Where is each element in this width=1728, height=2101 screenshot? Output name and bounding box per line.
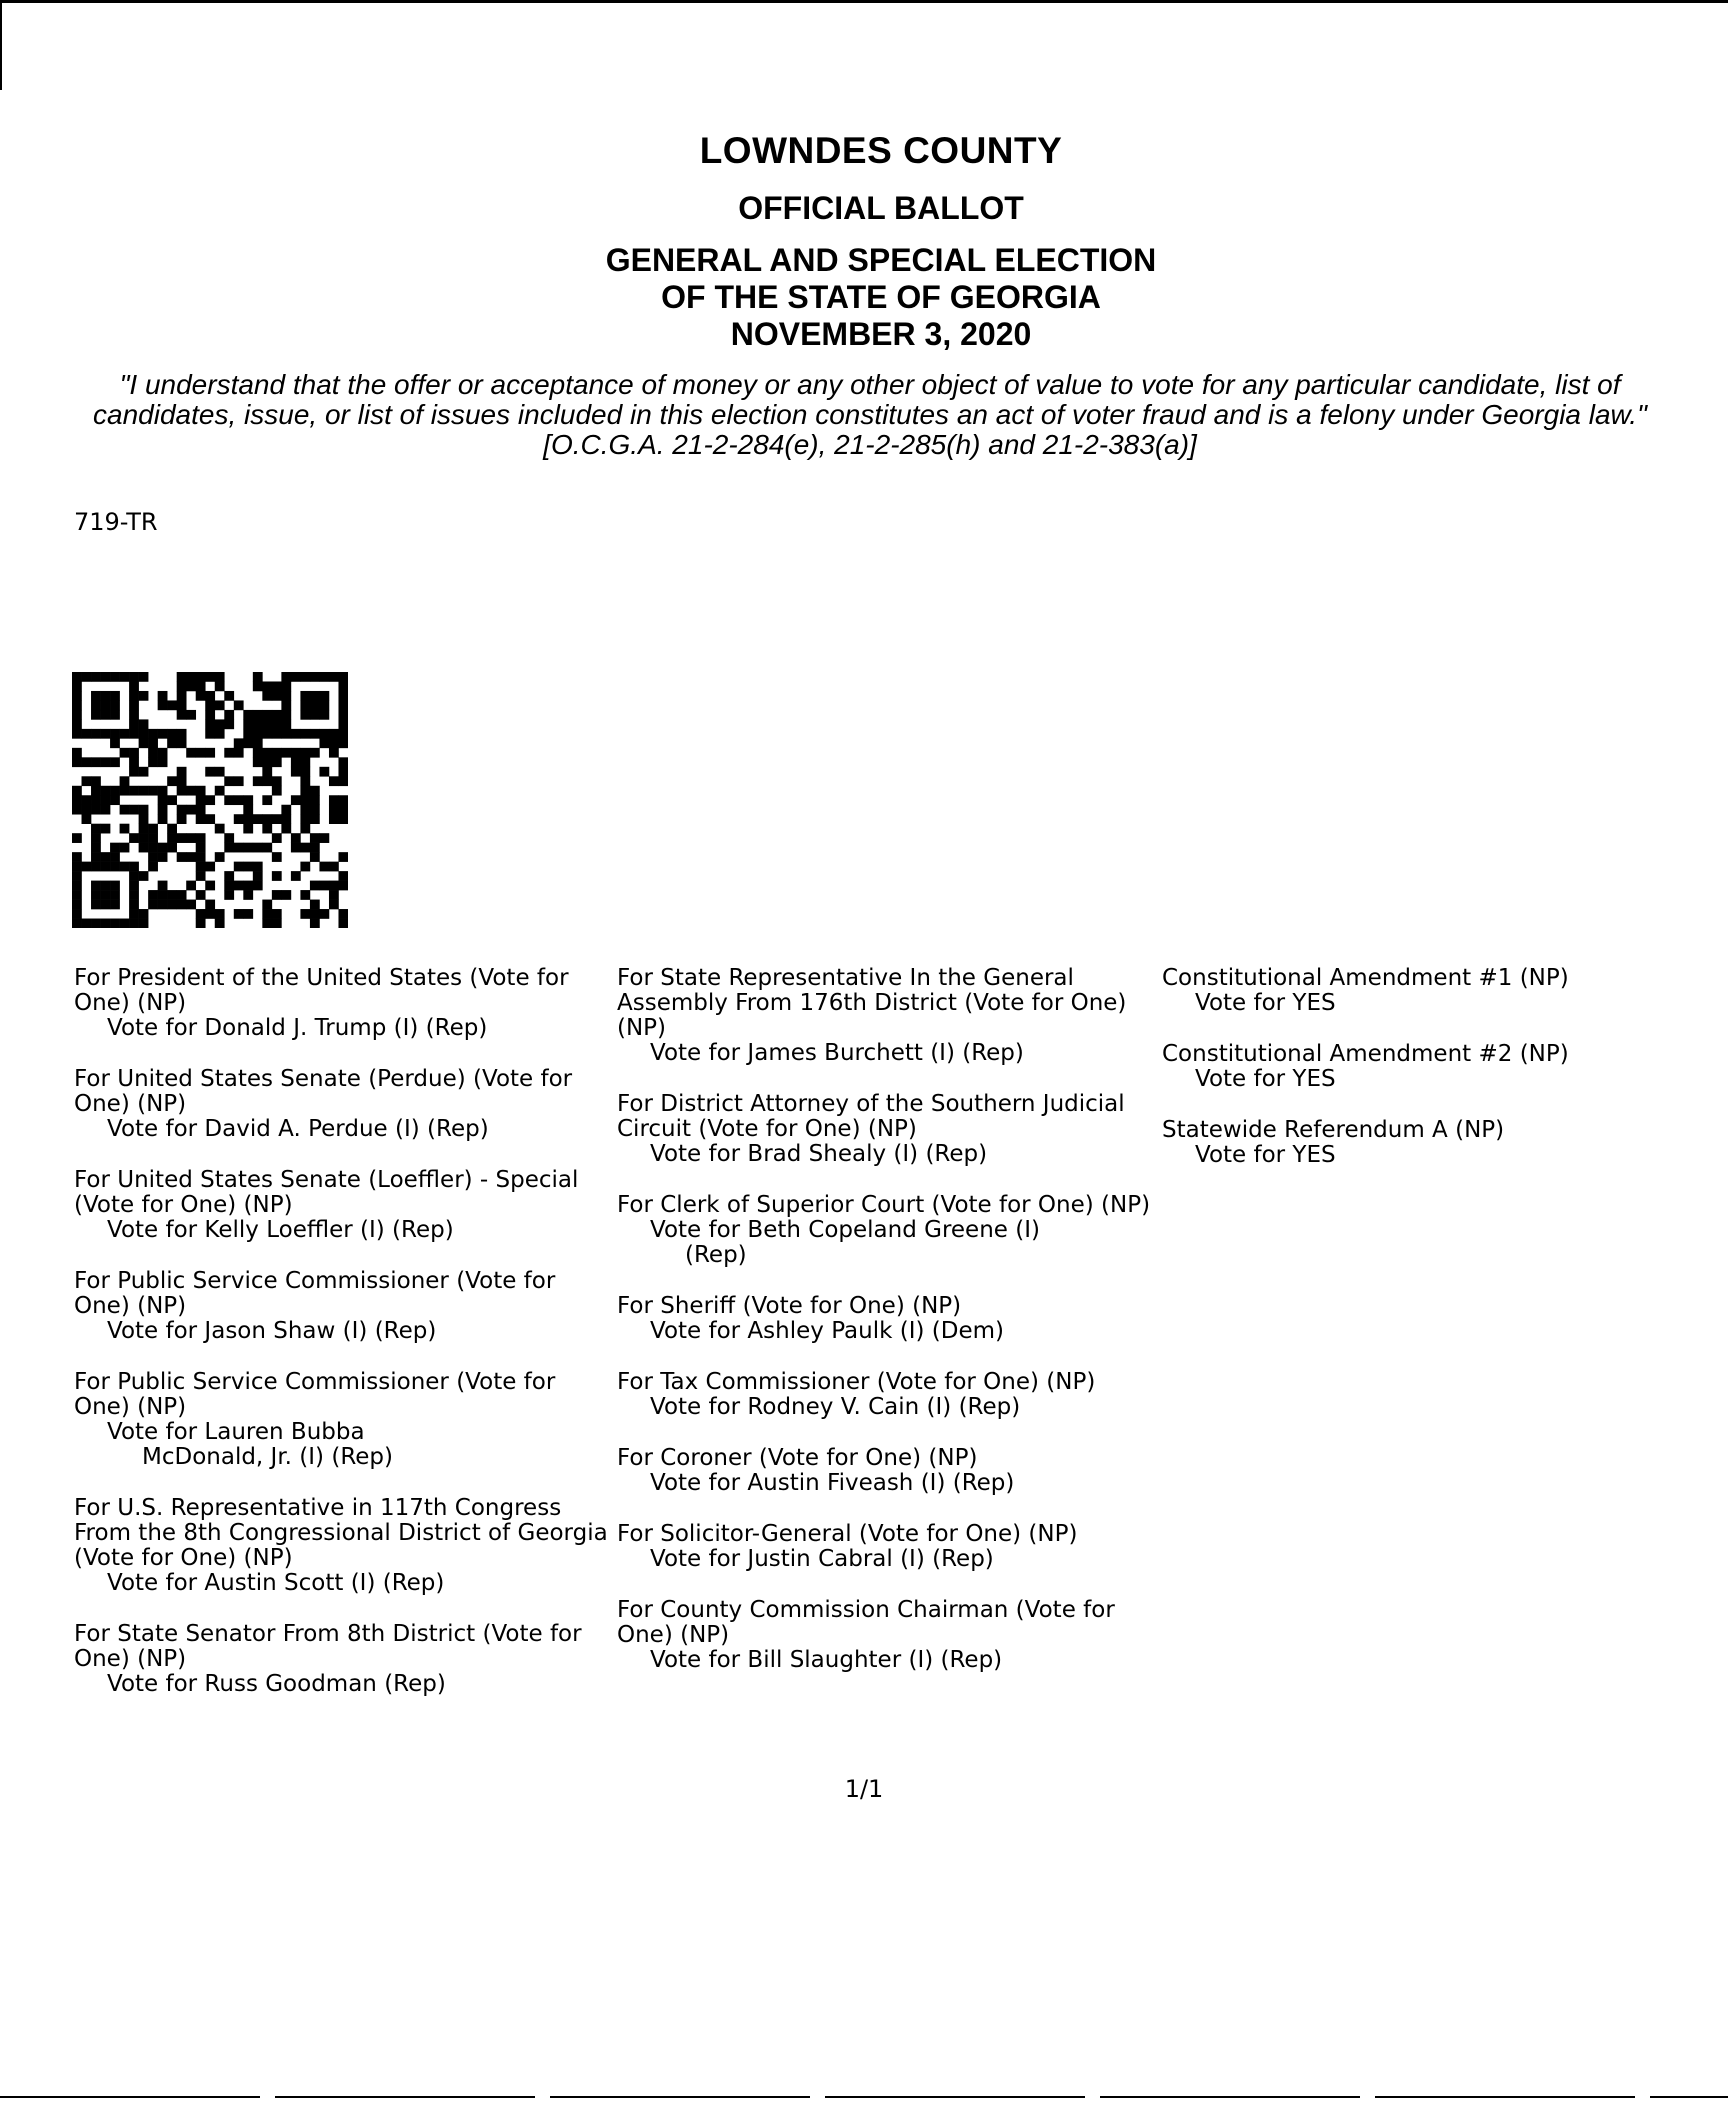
race-choice-text: Vote for Bill Slaughter (I) (Rep)	[650, 1647, 1003, 1673]
left-border	[0, 0, 2, 90]
race-choice	[617, 1319, 1162, 1344]
race-choice-text: Vote for Rodney V. Cain (I) (Rep)	[650, 1394, 1021, 1420]
race-item	[617, 1193, 1162, 1268]
race-item	[74, 1168, 614, 1243]
race-title: For United States Senate (Loeffler) - Special (Vote for One) (NP)	[74, 1167, 579, 1218]
race-title: Constitutional Amendment #2 (NP)	[1162, 1041, 1569, 1067]
race-title: For State Senator From 8th District (Vote for One) (NP)	[74, 1621, 582, 1672]
race-choice	[1162, 1143, 1702, 1168]
race-choice-text: Vote for Kelly Loeffler (I) (Rep)	[107, 1217, 454, 1243]
race-choice	[1162, 991, 1702, 1016]
race-title: For County Commission Chairman (Vote for One) (NP)	[617, 1597, 1115, 1648]
race-item	[617, 1522, 1162, 1572]
race-choice-text: Vote for Russ Goodman (Rep)	[107, 1671, 446, 1697]
race-choice-text: Vote for YES	[1195, 1066, 1336, 1092]
race-item	[74, 1370, 614, 1470]
voter-fraud-notice: "I understand that the offer or acceptance of money or any other object of value to vote for any particular candidate, list of candidates, issue, or list of issues included in this election constitutes an act of voter fraud and is a felony under Georgia law." [O.C.G.A. 21-2-284(e), 21-2-285(h) and 21-2-383(a)]	[93, 369, 1647, 460]
race-item	[1162, 966, 1702, 1016]
race-item	[617, 1294, 1162, 1344]
race-item	[74, 1269, 614, 1344]
ballot-header	[0, 128, 1728, 353]
race-title: Constitutional Amendment #1 (NP)	[1162, 965, 1569, 991]
race-choice	[617, 1471, 1162, 1496]
top-border	[0, 0, 1728, 3]
race-title: For Public Service Commissioner (Vote for One) (NP)	[74, 1268, 556, 1319]
race-choice-continued: (Rep)	[685, 1242, 747, 1268]
race-choice-text: Vote for James Burchett (I) (Rep)	[650, 1040, 1024, 1066]
race-item	[617, 966, 1162, 1066]
ballot-column-2	[617, 966, 1162, 1699]
race-item	[74, 1622, 614, 1697]
race-choice	[74, 1319, 614, 1344]
election-line-1: GENERAL AND SPECIAL ELECTION	[605, 242, 1157, 278]
race-item	[617, 1370, 1162, 1420]
ballot-column-3	[1162, 966, 1702, 1194]
race-choice	[74, 1571, 614, 1596]
race-choice-text: Vote for Austin Scott (I) (Rep)	[107, 1570, 445, 1596]
race-choice	[1162, 1067, 1702, 1092]
race-title: For District Attorney of the Southern Judicial Circuit (Vote for One) (NP)	[617, 1091, 1125, 1142]
race-choice	[617, 1041, 1162, 1066]
page-number: 1/1	[844, 1775, 884, 1803]
race-choice	[74, 1672, 614, 1697]
race-item	[1162, 1118, 1702, 1168]
race-choice-text: Vote for YES	[1195, 990, 1336, 1016]
ballot-type: OFFICIAL BALLOT	[738, 190, 1024, 226]
race-choice	[74, 1420, 614, 1470]
race-title: For Solicitor-General (Vote for One) (NP)	[617, 1521, 1078, 1547]
race-item	[74, 1496, 614, 1596]
election-title	[0, 242, 1728, 353]
race-item	[617, 1092, 1162, 1167]
race-choice-text: Vote for Justin Cabral (I) (Rep)	[650, 1546, 994, 1572]
election-line-2: OF THE STATE OF GEORGIA	[661, 279, 1101, 315]
race-choice-text: Vote for David A. Perdue (I) (Rep)	[107, 1116, 489, 1142]
race-item	[617, 1598, 1162, 1673]
race-choice	[74, 1218, 614, 1243]
race-choice-text: Vote for Jason Shaw (I) (Rep)	[107, 1318, 437, 1344]
race-choice-text: Vote for Austin Fiveash (I) (Rep)	[650, 1470, 1015, 1496]
race-choice-text: Vote for Ashley Paulk (I) (Dem)	[650, 1318, 1004, 1344]
bottom-border	[0, 2096, 1728, 2098]
race-title: Statewide Referendum A (NP)	[1162, 1117, 1505, 1143]
race-choice-text: Vote for Lauren Bubba	[107, 1419, 365, 1445]
race-choice	[617, 1395, 1162, 1420]
race-choice	[617, 1547, 1162, 1572]
race-title: For Public Service Commissioner (Vote for One) (NP)	[74, 1369, 556, 1420]
qr-code-icon	[72, 672, 348, 928]
race-choice-text: Vote for YES	[1195, 1142, 1336, 1168]
race-choice-continued: McDonald, Jr. (I) (Rep)	[142, 1444, 393, 1470]
race-choice-text: Vote for Brad Shealy (I) (Rep)	[650, 1141, 988, 1167]
race-choice	[74, 1117, 614, 1142]
race-title: For U.S. Representative in 117th Congress From the 8th Congressional District of Georgia (Vote for One) (NP)	[74, 1495, 608, 1571]
race-choice	[617, 1648, 1162, 1673]
race-title: For President of the United States (Vote for One) (NP)	[74, 965, 569, 1016]
race-choice-text: Vote for Donald J. Trump (I) (Rep)	[107, 1015, 488, 1041]
race-item	[74, 1067, 614, 1142]
county-title: LOWNDES COUNTY	[699, 130, 1063, 171]
race-choice	[74, 1016, 614, 1041]
race-title: For Sheriff (Vote for One) (NP)	[617, 1293, 962, 1319]
race-item	[1162, 1042, 1702, 1092]
race-title: For United States Senate (Perdue) (Vote for One) (NP)	[74, 1066, 573, 1117]
race-title: For Coroner (Vote for One) (NP)	[617, 1445, 978, 1471]
ballot-column-1	[74, 966, 614, 1723]
election-date: NOVEMBER 3, 2020	[730, 316, 1032, 352]
race-title: For Tax Commissioner (Vote for One) (NP)	[617, 1369, 1096, 1395]
race-item	[617, 1446, 1162, 1496]
race-title: For State Representative In the General Assembly From 176th District (Vote for One) (NP)	[617, 965, 1127, 1041]
race-choice	[617, 1142, 1162, 1167]
precinct-code: 719-TR	[74, 508, 158, 536]
race-choice-text: Vote for Beth Copeland Greene (I)	[650, 1217, 1040, 1243]
race-item	[74, 966, 614, 1041]
race-title: For Clerk of Superior Court (Vote for One) (NP)	[617, 1192, 1151, 1218]
race-choice	[617, 1218, 1162, 1268]
